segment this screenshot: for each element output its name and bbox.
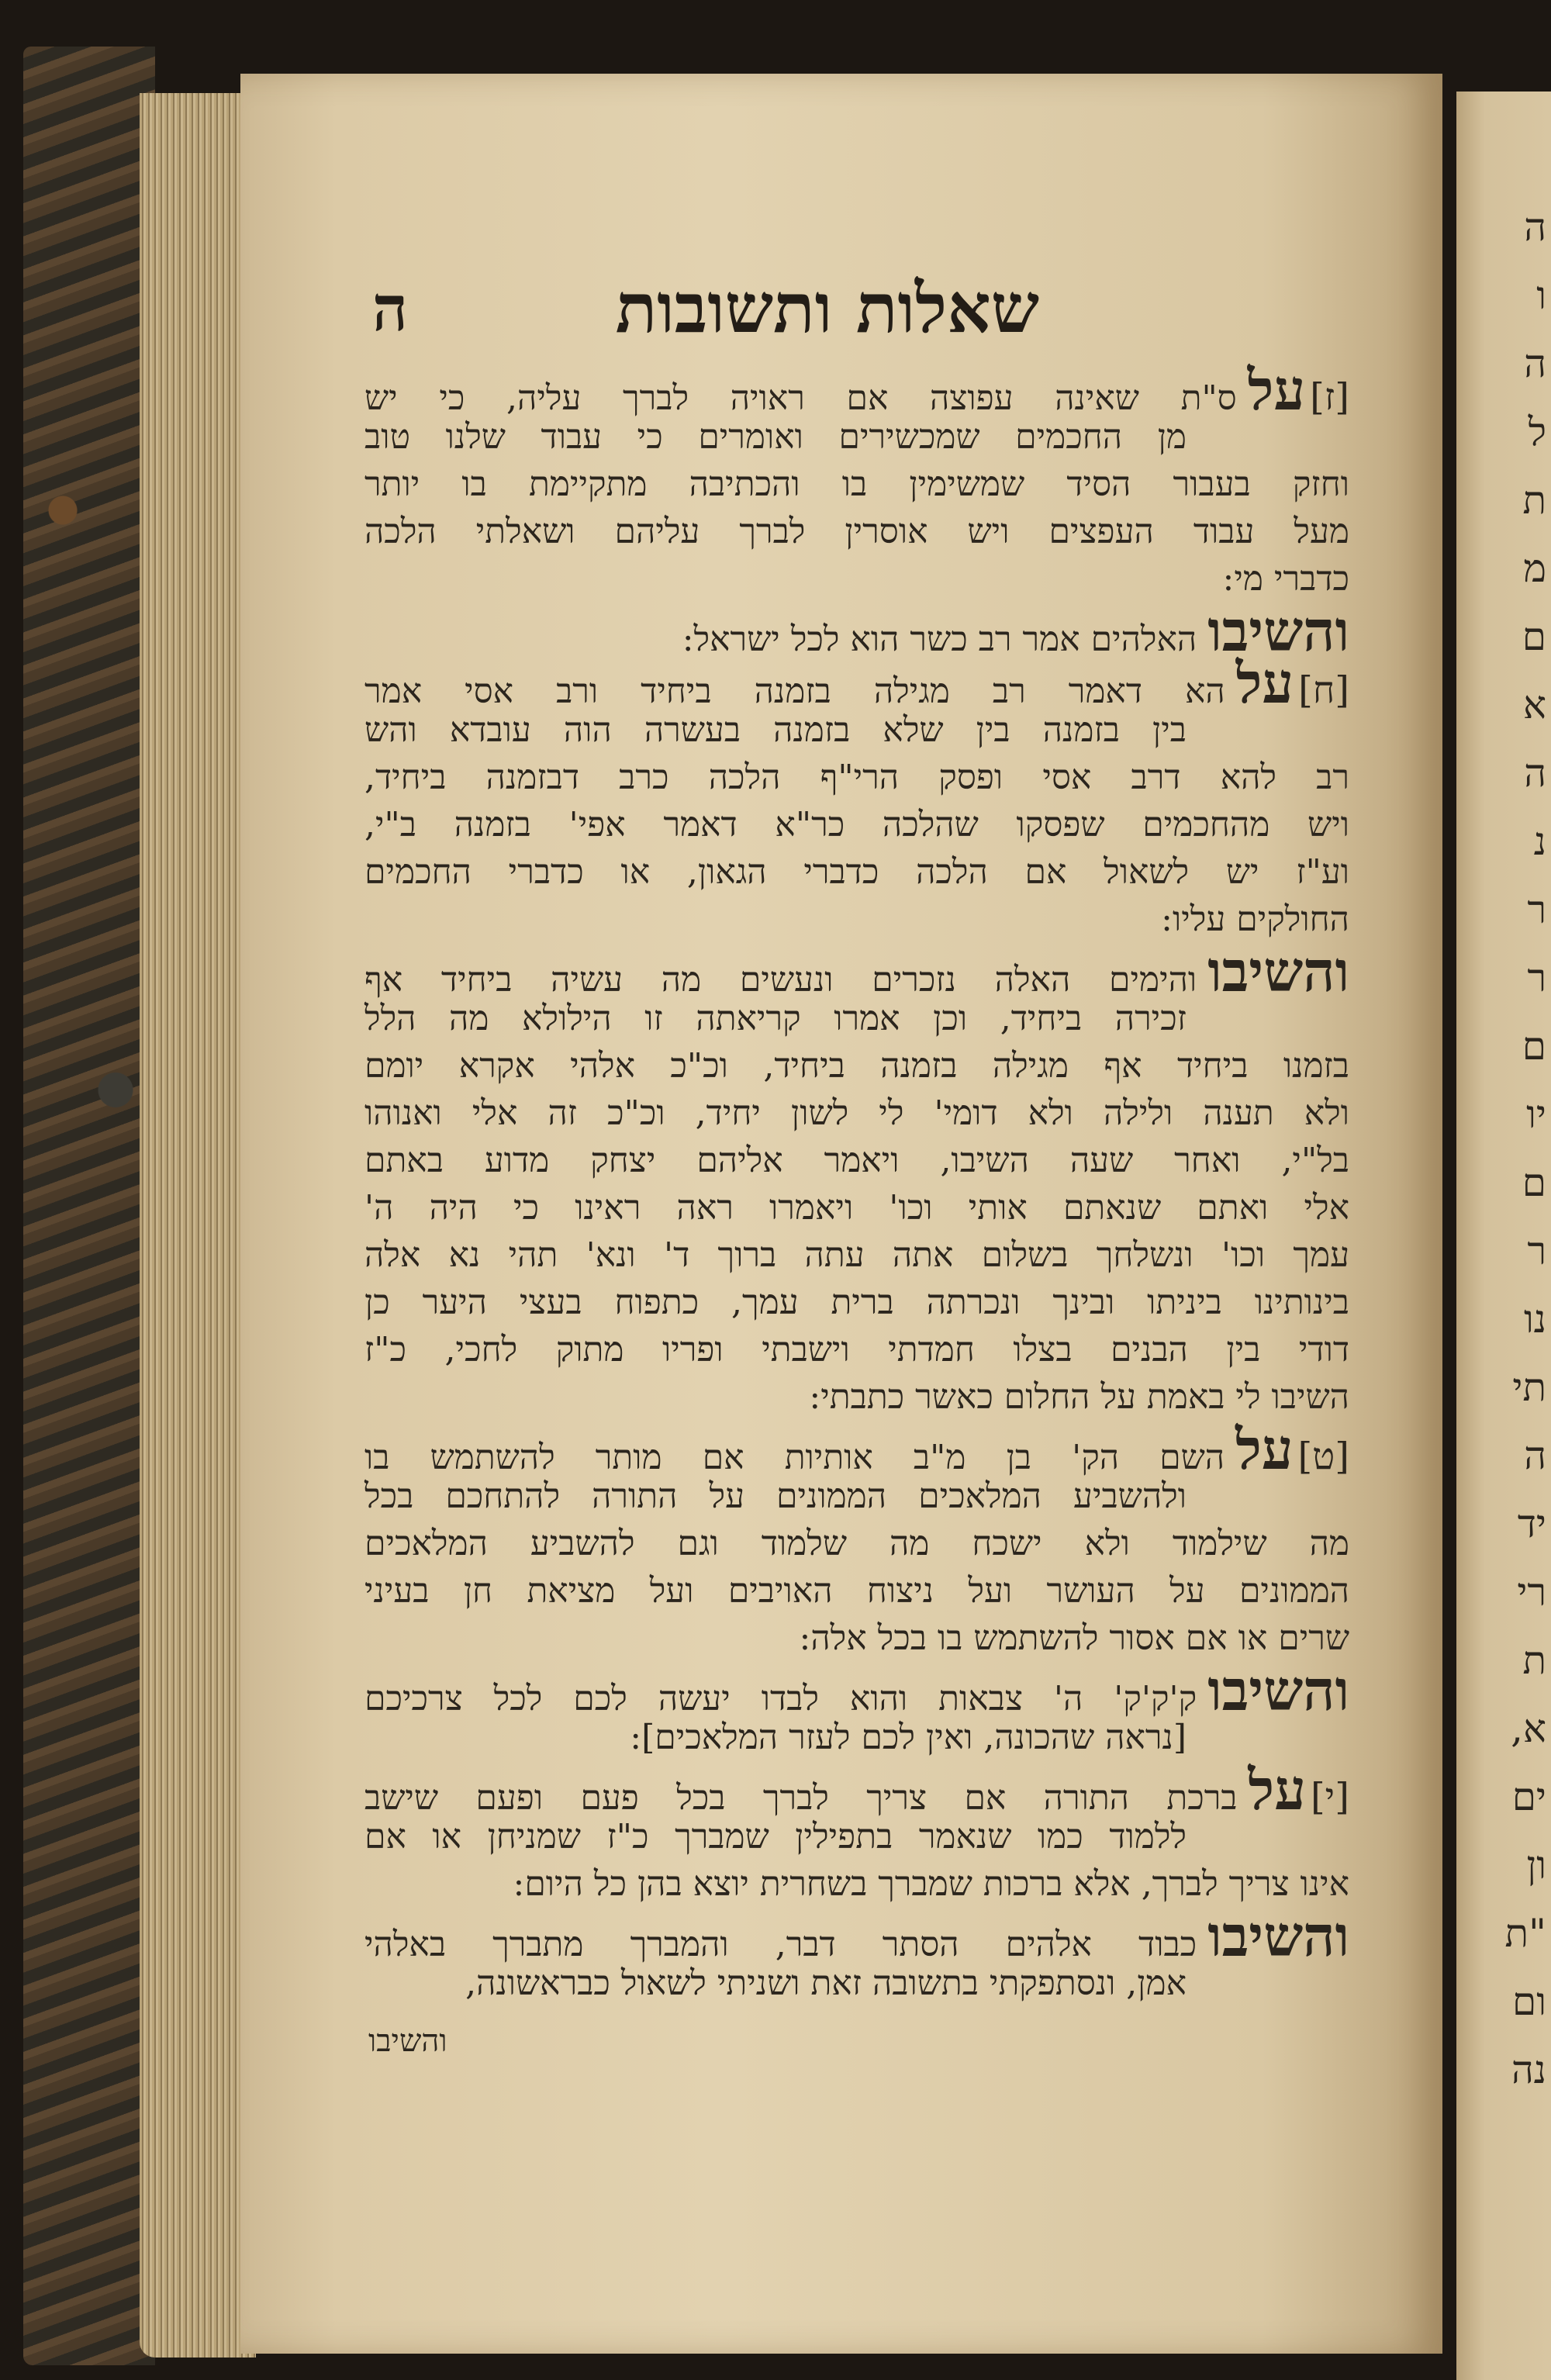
answer-entry bbox=[364, 1903, 1349, 2007]
line-text: אמן, ונסתפקתי בתשובה זאת ושניתי לשאול כבראשונה, bbox=[465, 1964, 1187, 2003]
line-text: ס"ת שאינה עפוצה אם ראויה לברך עליה, כי יש bbox=[364, 378, 1237, 418]
text-line bbox=[364, 1813, 1349, 1860]
facing-page-fragment: ם bbox=[1522, 1024, 1546, 1069]
line-text: וחזק בעבור הסיד שמשימין בו והכתיבה מתקיימת בו יותר bbox=[364, 465, 1349, 504]
facing-page-fragment: ת bbox=[1522, 478, 1546, 523]
facing-page-fragment: נו bbox=[1523, 1297, 1546, 1342]
facing-page-edge bbox=[1456, 92, 1551, 2380]
line-text: האלהים אמר רב כשר הוא לכל ישראל: bbox=[682, 620, 1197, 659]
line-text: ויש מהחכמים שפסקו שהלכה כר"א דאמר אפי' בזמנה ב"י, bbox=[364, 805, 1349, 845]
text-line bbox=[364, 1090, 1349, 1137]
page-number: ה bbox=[372, 272, 409, 345]
text-line bbox=[364, 650, 1349, 716]
line-text: כדברי מי: bbox=[1222, 559, 1349, 599]
line-text: ק'ק'ק' ה' צבאות והוא לבדו יעשה לכם לכל צרכיכם bbox=[364, 1679, 1197, 1719]
text-line bbox=[364, 1473, 1349, 1520]
lead-word: והשיבו bbox=[1207, 938, 1349, 1004]
line-text: כבוד אלהים הסתר דבר, והמברך מתברך באלהי bbox=[364, 1925, 1197, 1964]
facing-page-fragment: ו bbox=[1536, 273, 1546, 318]
text-line bbox=[364, 1416, 1349, 1482]
line-text: הא דאמר רב מגילה בזמנה ביחיד ורב אסי אמר bbox=[364, 672, 1225, 711]
text-line bbox=[364, 461, 1349, 508]
line-text: ולא תענה ולילה ולא דומי' לי לשון יחיד, וכ"כ זה אלי ואנוהו bbox=[364, 1093, 1349, 1133]
facing-page-fragment: ם bbox=[1522, 614, 1546, 659]
line-text: בין בזמנה בין שלא בזמנה בעשרה הוה עובדא והש bbox=[364, 710, 1187, 750]
facing-page-fragment: ר bbox=[1527, 887, 1546, 932]
text-line bbox=[364, 848, 1349, 896]
text-line bbox=[364, 1615, 1349, 1662]
facing-page-fragment: ום bbox=[1512, 1979, 1546, 2024]
text-line bbox=[364, 357, 1349, 423]
facing-page-fragment: "ת bbox=[1504, 1911, 1546, 1956]
text-line bbox=[364, 413, 1349, 461]
line-text: ללמוד כמו שנאמר בתפילין שמברך כ"ז שמניחן או אם bbox=[364, 1817, 1187, 1857]
line-text: מן החכמים שמכשירים ואומרים כי עבוד שלנו טוב bbox=[364, 417, 1187, 457]
facing-page-fragment: א, bbox=[1511, 1706, 1546, 1751]
facing-page-fragment: ר bbox=[1527, 1228, 1546, 1273]
running-title: שאלות ותשובות bbox=[615, 268, 1039, 348]
text-line bbox=[364, 508, 1349, 555]
line-text: מה שילמוד ולא ישכח מה שלמוד וגם להשביע המלאכים bbox=[364, 1524, 1349, 1563]
facing-page-fragment: ר bbox=[1527, 955, 1546, 1000]
line-text: השיבו לי באמת על החלום כאשר כתבתי: bbox=[809, 1377, 1349, 1417]
lead-word: והשיבו bbox=[1207, 1657, 1349, 1723]
line-text: החולקים עליו: bbox=[1161, 900, 1349, 939]
facing-page-fragment: תי bbox=[1512, 1365, 1546, 1410]
facing-page-fragment: ון bbox=[1526, 1843, 1546, 1888]
text-line bbox=[364, 1279, 1349, 1326]
facing-page-fragment: ה bbox=[1524, 205, 1546, 250]
line-text: וע"ז יש לשאול אם הלכה כדברי הגאון, או כדברי החכמים bbox=[364, 852, 1349, 892]
catchword: והשיבו bbox=[368, 2023, 447, 2059]
question-entry bbox=[364, 650, 1349, 943]
page-edges bbox=[140, 93, 256, 2358]
text-line bbox=[364, 1860, 1349, 1908]
line-text: אלי ואתם שנאתם אותי וכו' ויאמרו ראה ראינו כי היה ה' bbox=[364, 1188, 1349, 1228]
facing-page-fragment: נ bbox=[1533, 819, 1546, 864]
lead-word: על bbox=[1235, 650, 1294, 716]
entry-number: [ז] bbox=[1310, 375, 1349, 419]
text-line bbox=[364, 1326, 1349, 1373]
facing-page-fragment: ה bbox=[1524, 751, 1546, 796]
text-line bbox=[364, 1567, 1349, 1615]
line-text: בל"י, ואחר שעה השיבו, ויאמר אליהם יצחק מדוע באתם bbox=[364, 1141, 1349, 1180]
question-entry bbox=[364, 1757, 1349, 1908]
facing-page-fragment: ת bbox=[1522, 1638, 1546, 1683]
line-text: השם הק' בן מ"ב אותיות אם מותר להשתמש בו bbox=[364, 1438, 1225, 1477]
text-line bbox=[364, 1184, 1349, 1231]
line-text: רב להא דרב אסי ופסק הרי"ף הלכה כרב דבזמנה ביחיד, bbox=[364, 758, 1349, 797]
line-text: מעל עבוד העפצים ויש אוסרין לברך עליהם ושאלתי הלכה bbox=[364, 512, 1349, 551]
facing-page-fragment: יד bbox=[1517, 1501, 1546, 1546]
answer-entry bbox=[364, 1657, 1349, 1761]
lead-word: והשיבו bbox=[1207, 598, 1349, 664]
text-line bbox=[364, 896, 1349, 943]
text-line bbox=[364, 1373, 1349, 1421]
lead-word: על bbox=[1248, 1757, 1306, 1822]
text-line bbox=[364, 754, 1349, 801]
book-cover-left bbox=[23, 47, 155, 2365]
facing-page-fragment: ם bbox=[1522, 1160, 1546, 1205]
lead-word: על bbox=[1247, 357, 1306, 423]
question-entry bbox=[364, 1416, 1349, 1662]
text-line bbox=[364, 938, 1349, 1004]
question-entry bbox=[364, 357, 1349, 603]
line-text: ולהשביע המלאכים הממונים על התורה להתחכם בכל bbox=[364, 1477, 1187, 1516]
facing-page-fragment: נה bbox=[1511, 2047, 1546, 2092]
answer-entry bbox=[364, 598, 1349, 664]
line-text: בזמנו ביחיד אף מגילה בזמנה ביחיד, וכ"כ אלהי אקרא יומם bbox=[364, 1046, 1349, 1086]
facing-page-fragment: א bbox=[1522, 682, 1546, 727]
facing-page-fragment: ל bbox=[1528, 409, 1546, 454]
text-line bbox=[364, 1757, 1349, 1822]
text-line bbox=[364, 706, 1349, 754]
lead-word: והשיבו bbox=[1207, 1903, 1349, 1969]
line-text: והימים האלה נזכרים ונעשים מה עשיה ביחיד אף bbox=[364, 960, 1197, 1000]
line-text: שרים או אם אסור להשתמש בו בכל אלה: bbox=[799, 1618, 1349, 1658]
page-header bbox=[364, 268, 1373, 361]
answer-entry bbox=[364, 938, 1349, 1421]
line-text: דודי בין הבנים בצלו חמדתי וישבתי ופריו מתוק לחכי, כ"ז bbox=[364, 1330, 1349, 1370]
text-line bbox=[364, 1137, 1349, 1184]
line-text: זכירה ביחיד, וכן אמרו קריאתה זו הילולא מה הלל bbox=[364, 999, 1187, 1038]
text-line bbox=[364, 1042, 1349, 1090]
text-line bbox=[364, 995, 1349, 1042]
entry-number: [ט] bbox=[1297, 1435, 1349, 1478]
facing-page-fragment: רי bbox=[1517, 1570, 1546, 1615]
line-text: ברכת התורה אם צריך לברך בכל פעם ופעם שישב bbox=[364, 1778, 1238, 1818]
text-line bbox=[364, 1960, 1349, 2007]
entry-number: [ח] bbox=[1298, 668, 1349, 712]
text-line bbox=[364, 555, 1349, 603]
facing-page-fragment: ה bbox=[1524, 341, 1546, 386]
facing-page-fragment: מ bbox=[1523, 546, 1546, 591]
text-line bbox=[364, 801, 1349, 848]
entry-number: [י] bbox=[1310, 1775, 1349, 1819]
facing-page-fragment: ה bbox=[1524, 1433, 1546, 1478]
line-text: עמך וכו' ונשלחך בשלום אתה עתה ברוך ד' ונא' תהי נא אלה bbox=[364, 1235, 1349, 1275]
line-text: בינותינו ביניתו ובינך ונכרתה ברית עמך, כתפוח בעצי היער כן bbox=[364, 1283, 1349, 1322]
line-text: אינו צריך לברך, אלא ברכות שמברך בשחרית יוצא בהן כל היום: bbox=[513, 1864, 1349, 1904]
text-line bbox=[364, 1714, 1349, 1761]
text-line bbox=[364, 1231, 1349, 1279]
line-text: [נראה שהכונה, ואין לכם לעזר המלאכים]: bbox=[630, 1718, 1187, 1757]
facing-page-fragment: יו bbox=[1526, 1092, 1546, 1137]
text-line bbox=[364, 1520, 1349, 1567]
text-line bbox=[364, 598, 1349, 664]
facing-page-fragment: ים bbox=[1511, 1774, 1546, 1819]
text-line bbox=[364, 1903, 1349, 1969]
line-text: הממונים על העושר ועל ניצוח האויבים ועל מציאת חן בעיני bbox=[364, 1571, 1349, 1611]
lead-word: על bbox=[1235, 1416, 1294, 1482]
text-line bbox=[364, 1657, 1349, 1723]
